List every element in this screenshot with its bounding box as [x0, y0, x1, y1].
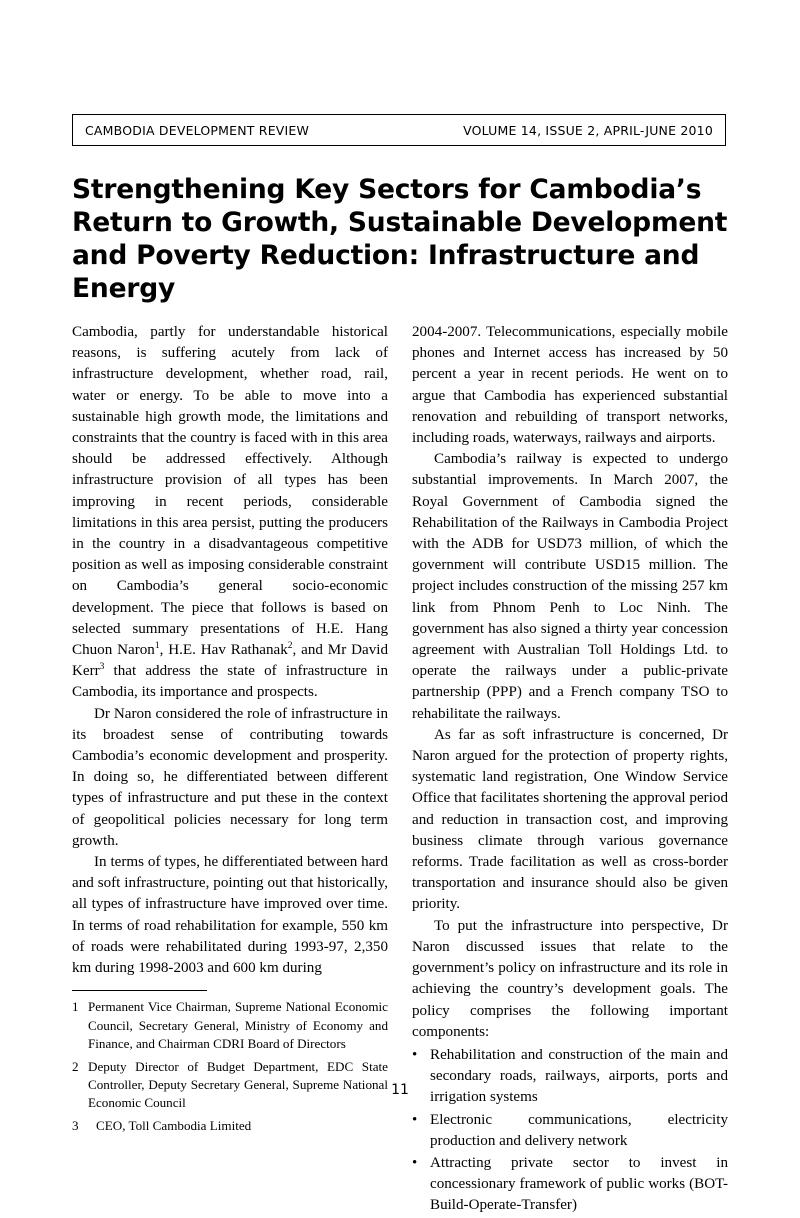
footnote-number: 1: [72, 999, 79, 1015]
footnote-item: [72, 998, 388, 1053]
list-item-text: Attracting private sector to invest in concessionary framework of public works (BOT-Build-Operate-Transfer): [430, 1154, 728, 1214]
paragraph-intro-part2: , H.E. Hav Rathanak: [159, 642, 288, 659]
footnote-number: 2: [72, 1058, 79, 1074]
policy-component-list: [412, 1045, 728, 1217]
bullet-icon: •: [412, 1154, 418, 1171]
running-header: [72, 114, 726, 146]
bullet-icon: •: [412, 1111, 418, 1128]
article-title: Strengthening Key Sectors for Cambodia’s Return to Growth, Sustainable Development and Poverty Reduction: Infrastructure and Energy: [72, 173, 728, 304]
footnote-item: [72, 1117, 388, 1135]
issue-info: VOLUME 14, ISSUE 2, APRIL-JUNE 2010: [463, 122, 713, 138]
footnote-list: [72, 998, 388, 1135]
footnote-ref-3: 3: [99, 662, 105, 673]
paragraph-soft-infrastructure: As far as soft infrastructure is concerned, Dr Naron argued for the protection of property rights, systematic land registration, One Window Service Office that facilitates shortening the approval period and reduction in transaction cost, and improving business climate through various governance reforms. Trade facilitation as well as cross-border transportation and insurance should also be given priority.: [412, 726, 728, 913]
paragraph-intro: [72, 322, 388, 704]
paragraph-telecom: 2004-2007. Telecommunications, especially mobile phones and Internet access has increased by 50 percent a year in recent periods. He went on to argue that Cambodia has experienced substantial renovation and rebuilding of transport networks, including roads, waterways, railways and airports.: [412, 324, 728, 447]
list-item: [412, 1045, 728, 1109]
paragraph-intro-part3: , and Mr David Kerr: [72, 642, 388, 680]
paragraph-hard-soft: In terms of types, he differentiated between hard and soft infrastructure, pointing out that historically, all types of infrastructure have improved over time. In terms of road rehabilitation for example, 550 km of roads were rehabilitated during 1993-97, 2,350 km during 1998-2003 and 600 km during: [72, 854, 388, 977]
list-item-text: Rehabilitation and construction of the main and secondary roads, railways, airports, ports and irrigation systems: [430, 1046, 728, 1106]
publication-name: CAMBODIA DEVELOPMENT REVIEW: [85, 122, 310, 138]
footnote-number: 3: [72, 1117, 79, 1133]
list-item: [412, 1110, 728, 1152]
paragraph-railway: Cambodia’s railway is expected to undergo substantial improvements. In March 2007, the Royal Government of Cambodia signed the Rehabilitation of the Railways in Cambodia Project with the ADB for USD73 million, of which the government will contribute USD15 million. The project includes construction of the missing 257 km link from Phnom Penh to Loc Ninh. The government has also signed a thirty year concession agreement with Australian Toll Holdings Ltd. to operate the railways under a public-private partnership (PPP) and a French company TSO to rehabilitate the railways.: [412, 451, 728, 722]
paragraph-intro-part4: that address the state of infrastructure in Cambodia, its importance and prospects.: [72, 663, 388, 701]
footnote-text: Permanent Vice Chairman, Supreme National Economic Council, Secretary General, Ministry of Economy and Finance, and Chairman CDRI Board of Directors: [88, 999, 388, 1052]
paragraph-policy: To put the infrastructure into perspective, Dr Naron discussed issues that relate to the government’s policy on infrastructure and its role in achieving the country’s development goals. The policy comprises the following important components:: [412, 917, 728, 1040]
left-column: [72, 322, 388, 1139]
paragraph-intro-part1: Cambodia, partly for understandable historical reasons, is suffering acutely from lack of infrastructure development, whether road, rail, water or energy. To be able to move into a sustainable high growth mode, the limitations and constraints that the country is faced with in this area should be addressed effectively. Although infrastructure provision of all types has been improving in recent periods, considerable limitations in this area persist, putting the producers in the country in a disadvantageous competitive position as well as imposing considerable constraint on Cambodia’s general socio-economic development. The piece that follows is based on selected summary presentations of H.E. Hang Chuon Naron: [72, 324, 388, 659]
paragraph-naron-role: Dr Naron considered the role of infrastructure in its broadest sense of contributing towards Cambodia’s economic development and prosperity. In doing so, he differentiated between different types of infrastructure and put these in the context of geopolitical policies necessary for long term growth.: [72, 705, 388, 849]
footnote-text: CEO, Toll Cambodia Limited: [96, 1117, 252, 1133]
bullet-icon: •: [412, 1046, 418, 1063]
footnote-text: Deputy Director of Budget Department, EDC State Controller, Deputy Secretary General, Supreme National Economic Council: [88, 1058, 388, 1111]
footnote-ref-1: 1: [154, 641, 160, 652]
footnote-separator: [72, 990, 207, 991]
footnote-ref-2: 2: [287, 641, 293, 652]
page-number: 11: [391, 1082, 409, 1098]
list-item-text: Electronic communications, electricity production and delivery network: [430, 1111, 728, 1149]
